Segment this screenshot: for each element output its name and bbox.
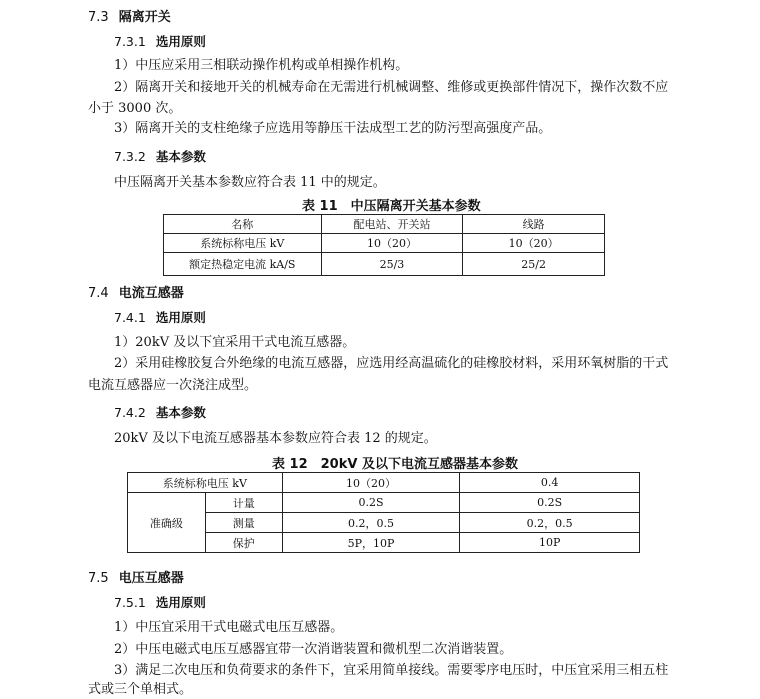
table-row xyxy=(128,493,640,513)
section-number: 7.3.2 xyxy=(114,149,146,164)
section-7-4-2-heading xyxy=(114,403,206,421)
paragraph: 小于 3000 次。 xyxy=(88,101,182,116)
section-number: 7.5 xyxy=(88,571,109,586)
section-7-4-heading xyxy=(88,282,184,301)
table-row xyxy=(164,253,605,276)
section-title: 选用原则 xyxy=(155,595,206,610)
table-header-cell: 系统标称电压 kV xyxy=(128,473,283,493)
table-header-row xyxy=(164,215,605,234)
section-number: 7.4.1 xyxy=(114,310,146,325)
table-cell: 计量 xyxy=(205,493,282,513)
table-cell: 25/3 xyxy=(321,253,463,276)
table-cell: 5P，10P xyxy=(282,533,460,553)
table-cell: 10P xyxy=(460,533,640,553)
section-7-4-1-heading xyxy=(114,308,206,326)
paragraph: 3）隔离开关的支柱绝缘子应选用等静压干法成型工艺的防污型高强度产品。 xyxy=(114,121,552,136)
section-7-3-heading xyxy=(88,6,171,25)
section-title: 选用原则 xyxy=(155,310,206,325)
table-header-cell: 10（20） xyxy=(282,473,460,493)
table-11 xyxy=(163,214,605,276)
section-number: 7.4 xyxy=(88,286,109,301)
section-number: 7.3.1 xyxy=(114,34,146,49)
paragraph: 1）中压宜采用干式电磁式电压互感器。 xyxy=(114,620,344,635)
table-cell: 10（20） xyxy=(321,234,463,253)
table-cell: 10（20） xyxy=(463,234,605,253)
table-cell: 保护 xyxy=(205,533,282,553)
table-row xyxy=(164,234,605,253)
paragraph: 20kV 及以下电流互感器基本参数应符合表 12 的规定。 xyxy=(114,431,437,446)
section-number: 7.5.1 xyxy=(114,595,146,610)
section-title: 电流互感器 xyxy=(118,286,184,301)
table-11-caption: 表 11 中压隔离开关基本参数 xyxy=(302,199,481,214)
table-cell: 0.2，0.5 xyxy=(282,513,460,533)
paragraph: 3）满足二次电压和负荷要求的条件下，宜采用简单接线。需要零序电压时，中压宜采用三相五柱 xyxy=(114,663,669,678)
table-header-cell: 线路 xyxy=(463,215,605,234)
table-header-cell: 名称 xyxy=(164,215,322,234)
section-title: 基本参数 xyxy=(155,405,206,420)
paragraph: 中压隔离开关基本参数应符合表 11 中的规定。 xyxy=(114,175,386,190)
table-cell: 系统标称电压 kV xyxy=(164,234,322,253)
paragraph: 2）中压电磁式电压互感器宜带一次消谐装置和微机型二次消谐装置。 xyxy=(114,642,513,657)
section-7-3-2-heading xyxy=(114,147,206,165)
section-number: 7.3 xyxy=(88,10,109,25)
section-title: 选用原则 xyxy=(155,34,206,49)
table-cell: 0.2，0.5 xyxy=(460,513,640,533)
paragraph: 2）隔离开关和接地开关的机械寿命在无需进行机械调整、维修或更换部件情况下，操作次数不应 xyxy=(114,80,669,95)
table-group-cell: 准确级 xyxy=(128,493,206,553)
table-12-caption: 表 12 20kV 及以下电流互感器基本参数 xyxy=(272,457,518,472)
paragraph: 2）采用硅橡胶复合外绝缘的电流互感器，应选用经高温硫化的硅橡胶材料，采用环氧树脂的干式 xyxy=(114,356,669,371)
section-number: 7.4.2 xyxy=(114,405,146,420)
table-cell: 测量 xyxy=(205,513,282,533)
table-cell: 0.2S xyxy=(282,493,460,513)
section-7-5-heading xyxy=(88,567,184,586)
table-header-cell: 0.4 xyxy=(460,473,640,493)
section-title: 电压互感器 xyxy=(118,571,184,586)
table-12 xyxy=(127,472,640,553)
table-header-row xyxy=(128,473,640,493)
paragraph: 1）中压应采用三相联动操作机构或单相操作机构。 xyxy=(114,58,409,73)
table-header-cell: 配电站、开关站 xyxy=(321,215,463,234)
paragraph: 式或三个单相式。 xyxy=(88,682,193,697)
paragraph: 电流互感器应一次浇注成型。 xyxy=(88,378,258,393)
section-title: 基本参数 xyxy=(155,149,206,164)
table-cell: 25/2 xyxy=(463,253,605,276)
section-7-5-1-heading xyxy=(114,593,206,611)
section-title: 隔离开关 xyxy=(118,10,171,25)
table-cell: 额定热稳定电流 kA/S xyxy=(164,253,322,276)
section-7-3-1-heading xyxy=(114,32,206,50)
paragraph: 1）20kV 及以下宜采用干式电流互感器。 xyxy=(114,335,356,350)
table-cell: 0.2S xyxy=(460,493,640,513)
